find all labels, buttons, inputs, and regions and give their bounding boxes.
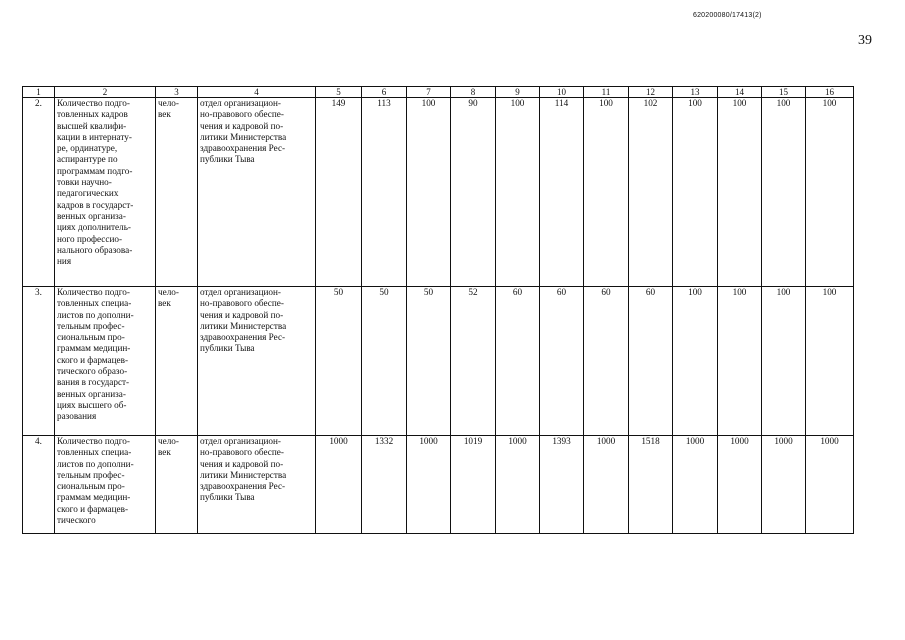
value-cell: 100 [762, 287, 806, 436]
value-cell: 114 [540, 98, 584, 287]
header-cell: 15 [762, 87, 806, 98]
header-cell: 14 [718, 87, 762, 98]
value-cell: 100 [762, 98, 806, 287]
header-cell: 13 [673, 87, 718, 98]
value-cell: 1518 [629, 436, 673, 534]
value-cell: 100 [718, 287, 762, 436]
value-cell: 1000 [496, 436, 540, 534]
value-cell: 100 [584, 98, 629, 287]
unit-cell: чело- век [156, 98, 198, 287]
value-cell: 149 [316, 98, 362, 287]
value-cell: 100 [673, 98, 718, 287]
indicators-table [22, 86, 854, 534]
value-cell: 50 [316, 287, 362, 436]
value-cell: 1393 [540, 436, 584, 534]
responsible-executor-cell: отдел организацион- но-правового обеспе- чения и кадровой по- литики Министерства здравоохранения Рес- публики Тыва [198, 436, 316, 534]
header-cell: 4 [198, 87, 316, 98]
table-body [23, 87, 854, 534]
value-cell: 50 [362, 287, 407, 436]
header-cell: 8 [451, 87, 496, 98]
row-index-cell: 4. [23, 436, 55, 534]
value-cell: 100 [407, 98, 451, 287]
value-cell: 1019 [451, 436, 496, 534]
header-cell: 9 [496, 87, 540, 98]
value-cell: 60 [584, 287, 629, 436]
value-cell: 100 [673, 287, 718, 436]
value-cell: 100 [496, 98, 540, 287]
document-code: 620200080/17413(2) [693, 12, 762, 19]
value-cell: 50 [407, 287, 451, 436]
value-cell: 100 [806, 287, 854, 436]
value-cell: 1000 [407, 436, 451, 534]
value-cell: 1000 [806, 436, 854, 534]
value-cell: 1332 [362, 436, 407, 534]
value-cell: 113 [362, 98, 407, 287]
header-cell: 7 [407, 87, 451, 98]
header-cell: 5 [316, 87, 362, 98]
row-index-cell: 3. [23, 287, 55, 436]
value-cell: 100 [806, 98, 854, 287]
value-cell: 1000 [762, 436, 806, 534]
page-number: 39 [858, 33, 872, 48]
header-cell: 11 [584, 87, 629, 98]
header-cell: 12 [629, 87, 673, 98]
row-index-cell: 2. [23, 98, 55, 287]
value-cell: 1000 [584, 436, 629, 534]
indicator-name-cell: Количество подго- товленных кадров высшей квалифи- кации в интернату- ре, ординатуре, аспирантуре по программам подго- товки научно- педагогических кадров в государст- венных организа- циях дополнитель- ного профессио- нального образова- ния [55, 98, 156, 287]
table-row [23, 98, 854, 287]
indicator-name-cell: Количество подго- товленных специа- листов по дополни- тельным профес- сиональным про- граммам медицин- ского и фармацев- тического образо- вания в государст- венных организа- циях высшего об- разования [55, 287, 156, 436]
table-row [23, 436, 854, 534]
value-cell: 60 [629, 287, 673, 436]
unit-cell: чело- век [156, 287, 198, 436]
unit-cell: чело- век [156, 436, 198, 534]
value-cell: 1000 [673, 436, 718, 534]
header-cell: 3 [156, 87, 198, 98]
value-cell: 90 [451, 98, 496, 287]
value-cell: 1000 [718, 436, 762, 534]
value-cell: 60 [496, 287, 540, 436]
header-cell: 16 [806, 87, 854, 98]
value-cell: 1000 [316, 436, 362, 534]
table-header-row [23, 87, 854, 98]
header-cell: 10 [540, 87, 584, 98]
header-cell: 1 [23, 87, 55, 98]
value-cell: 60 [540, 287, 584, 436]
responsible-executor-cell: отдел организацион- но-правового обеспе- чения и кадровой по- литики Министерства здравоохранения Рес- публики Тыва [198, 287, 316, 436]
value-cell: 102 [629, 98, 673, 287]
value-cell: 100 [718, 98, 762, 287]
responsible-executor-cell: отдел организацион- но-правового обеспе- чения и кадровой по- литики Министерства здравоохранения Рес- публики Тыва [198, 98, 316, 287]
header-cell: 6 [362, 87, 407, 98]
header-cell: 2 [55, 87, 156, 98]
indicator-name-cell: Количество подго- товленных специа- листов по дополни- тельным профес- сиональным про- граммам медицин- ского и фармацев- тического [55, 436, 156, 534]
value-cell: 52 [451, 287, 496, 436]
table-row [23, 287, 854, 436]
